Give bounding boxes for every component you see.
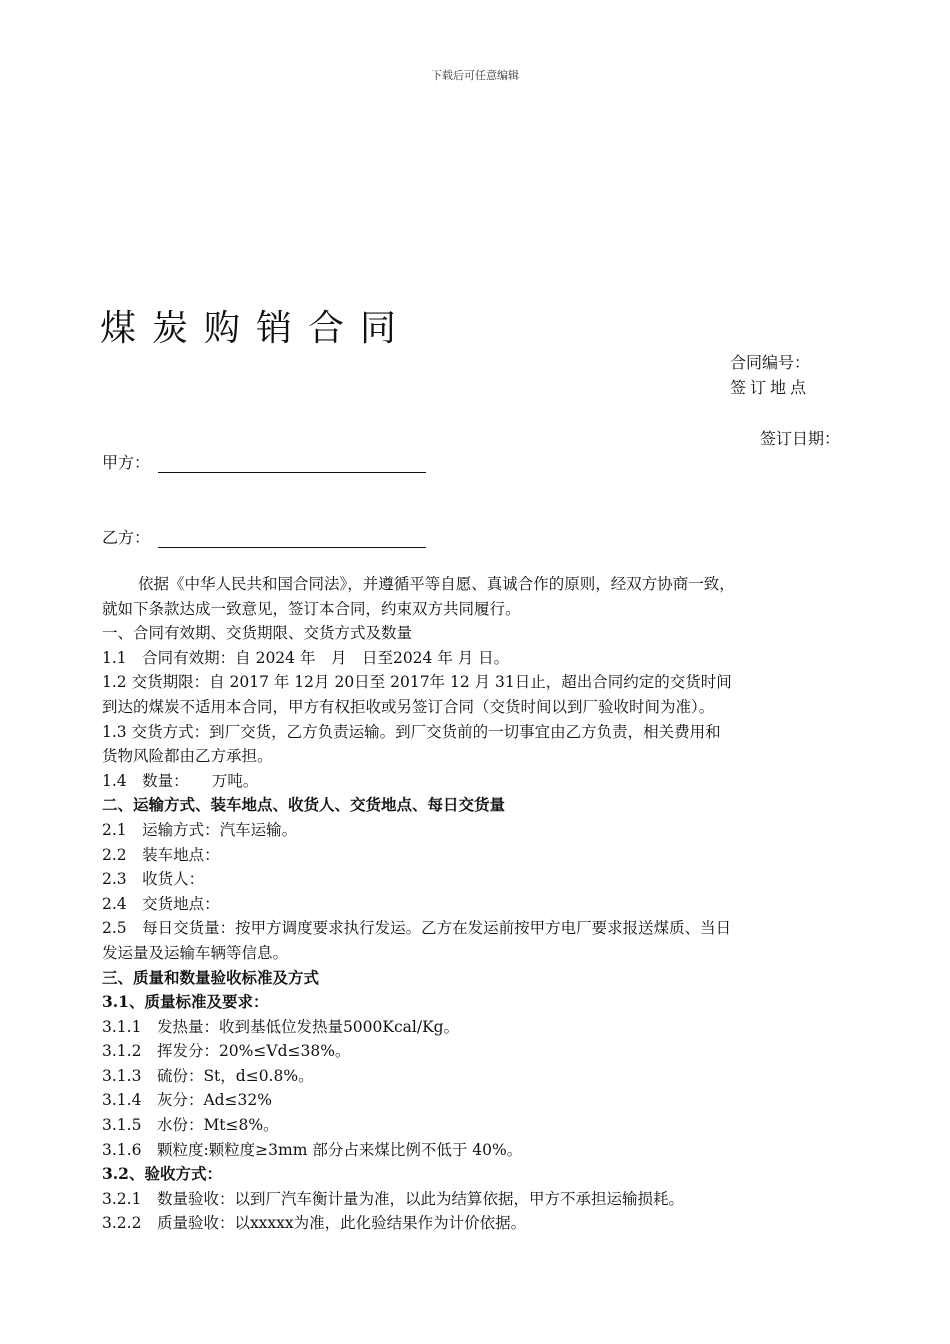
intro-paragraph-line-2: 就如下条款达成一致意见，签订本合同，约束双方共同履行。 xyxy=(102,599,521,618)
clause-1-3-line-1: 1.3 交货方式：到厂交货，乙方负责运输。到厂交货前的一切事宜由乙方负责，相关费用和 xyxy=(102,722,721,741)
signing-place-label: 签订地点 xyxy=(729,378,810,397)
party-b-blank-line[interactable] xyxy=(158,527,426,548)
intro-paragraph-line-1: 依据《中华人民共和国合同法》，并遵循平等自愿、真诚合作的原则，经双方协商一致， xyxy=(138,575,735,593)
header-note: 下载后可任意编辑 xyxy=(431,69,519,82)
clause-1-4: 1.4 数量： 万吨。 xyxy=(102,771,259,790)
clause-3-2-1: 3.2.1 数量验收：以到厂汽车衡计量为准，以此为结算依据，甲方不承担运输损耗。 xyxy=(102,1189,684,1208)
contract-number-label: 合同编号： xyxy=(729,353,810,372)
clause-2-5-line-1: 2.5 每日交货量：按甲方调度要求执行发运。乙方在发运前按甲方电厂要求报送煤质、当日 xyxy=(102,919,732,938)
clause-3-1-1: 3.1.1 发热量：收到基低位发热量5000Kcal/Kg。 xyxy=(102,1017,460,1036)
section-3-heading: 三、质量和数量验收标准及方式 xyxy=(102,967,320,987)
subsection-3-2-heading: 3.2、验收方式： xyxy=(102,1164,222,1184)
party-b-field xyxy=(102,525,426,548)
section-2-heading: 二、运输方式、装车地点、收货人、交货地点、每日交货量 xyxy=(102,795,506,815)
party-b-label: 乙方： xyxy=(102,528,151,547)
contract-body xyxy=(102,572,852,1236)
clause-1-1: 1.1 合同有效期：自 2024 年 月 日至2024 年 月 日。 xyxy=(102,648,510,667)
party-a-label: 甲方： xyxy=(102,453,151,472)
clause-2-3: 2.3 收货人： xyxy=(102,870,205,889)
clause-3-1-2: 3.1.2 挥发分：20%≤Vd≤38%。 xyxy=(102,1042,351,1061)
clause-3-1-6: 3.1.6 颗粒度:颗粒度≥3mm 部分占来煤比例不低于 40%。 xyxy=(102,1140,523,1159)
clause-2-1: 2.1 运输方式：汽车运输。 xyxy=(102,820,298,839)
party-a-field xyxy=(102,450,426,473)
subsection-3-1-heading: 3.1、质量标准及要求： xyxy=(102,992,269,1012)
clause-2-5-line-2: 发运量及运输车辆等信息。 xyxy=(102,943,289,962)
clause-3-2-2: 3.2.2 质量验收：以xxxxx为准，此化验结果作为计价依据。 xyxy=(102,1214,527,1233)
section-1-heading: 一、合同有效期、交货期限、交货方式及数量 xyxy=(102,624,413,643)
clause-3-1-3: 3.1.3 硫份：St，d≤0.8%。 xyxy=(102,1066,314,1085)
clause-2-4: 2.4 交货地点： xyxy=(102,894,220,913)
document-title: 煤炭购销合同 xyxy=(100,308,413,349)
clause-2-2: 2.2 装车地点： xyxy=(102,845,220,864)
clause-1-2-line-1: 1.2 交货期限：自 2017 年 12月 20日至 2017年 12 月 31日止，超出合同约定的交货时间 xyxy=(102,673,732,692)
clause-3-1-5: 3.1.5 水份：Mt≤8%。 xyxy=(102,1116,279,1135)
signing-date-label: 签订日期： xyxy=(759,429,840,448)
party-a-blank-line[interactable] xyxy=(158,452,426,473)
clause-3-1-4: 3.1.4 灰分：Ad≤32% xyxy=(102,1091,272,1110)
clause-1-2-line-2: 到达的煤炭不适用本合同，甲方有权拒收或另签订合同（交货时间以到厂验收时间为准）。 xyxy=(102,697,715,716)
clause-1-3-line-2: 货物风险都由乙方承担。 xyxy=(102,747,273,766)
